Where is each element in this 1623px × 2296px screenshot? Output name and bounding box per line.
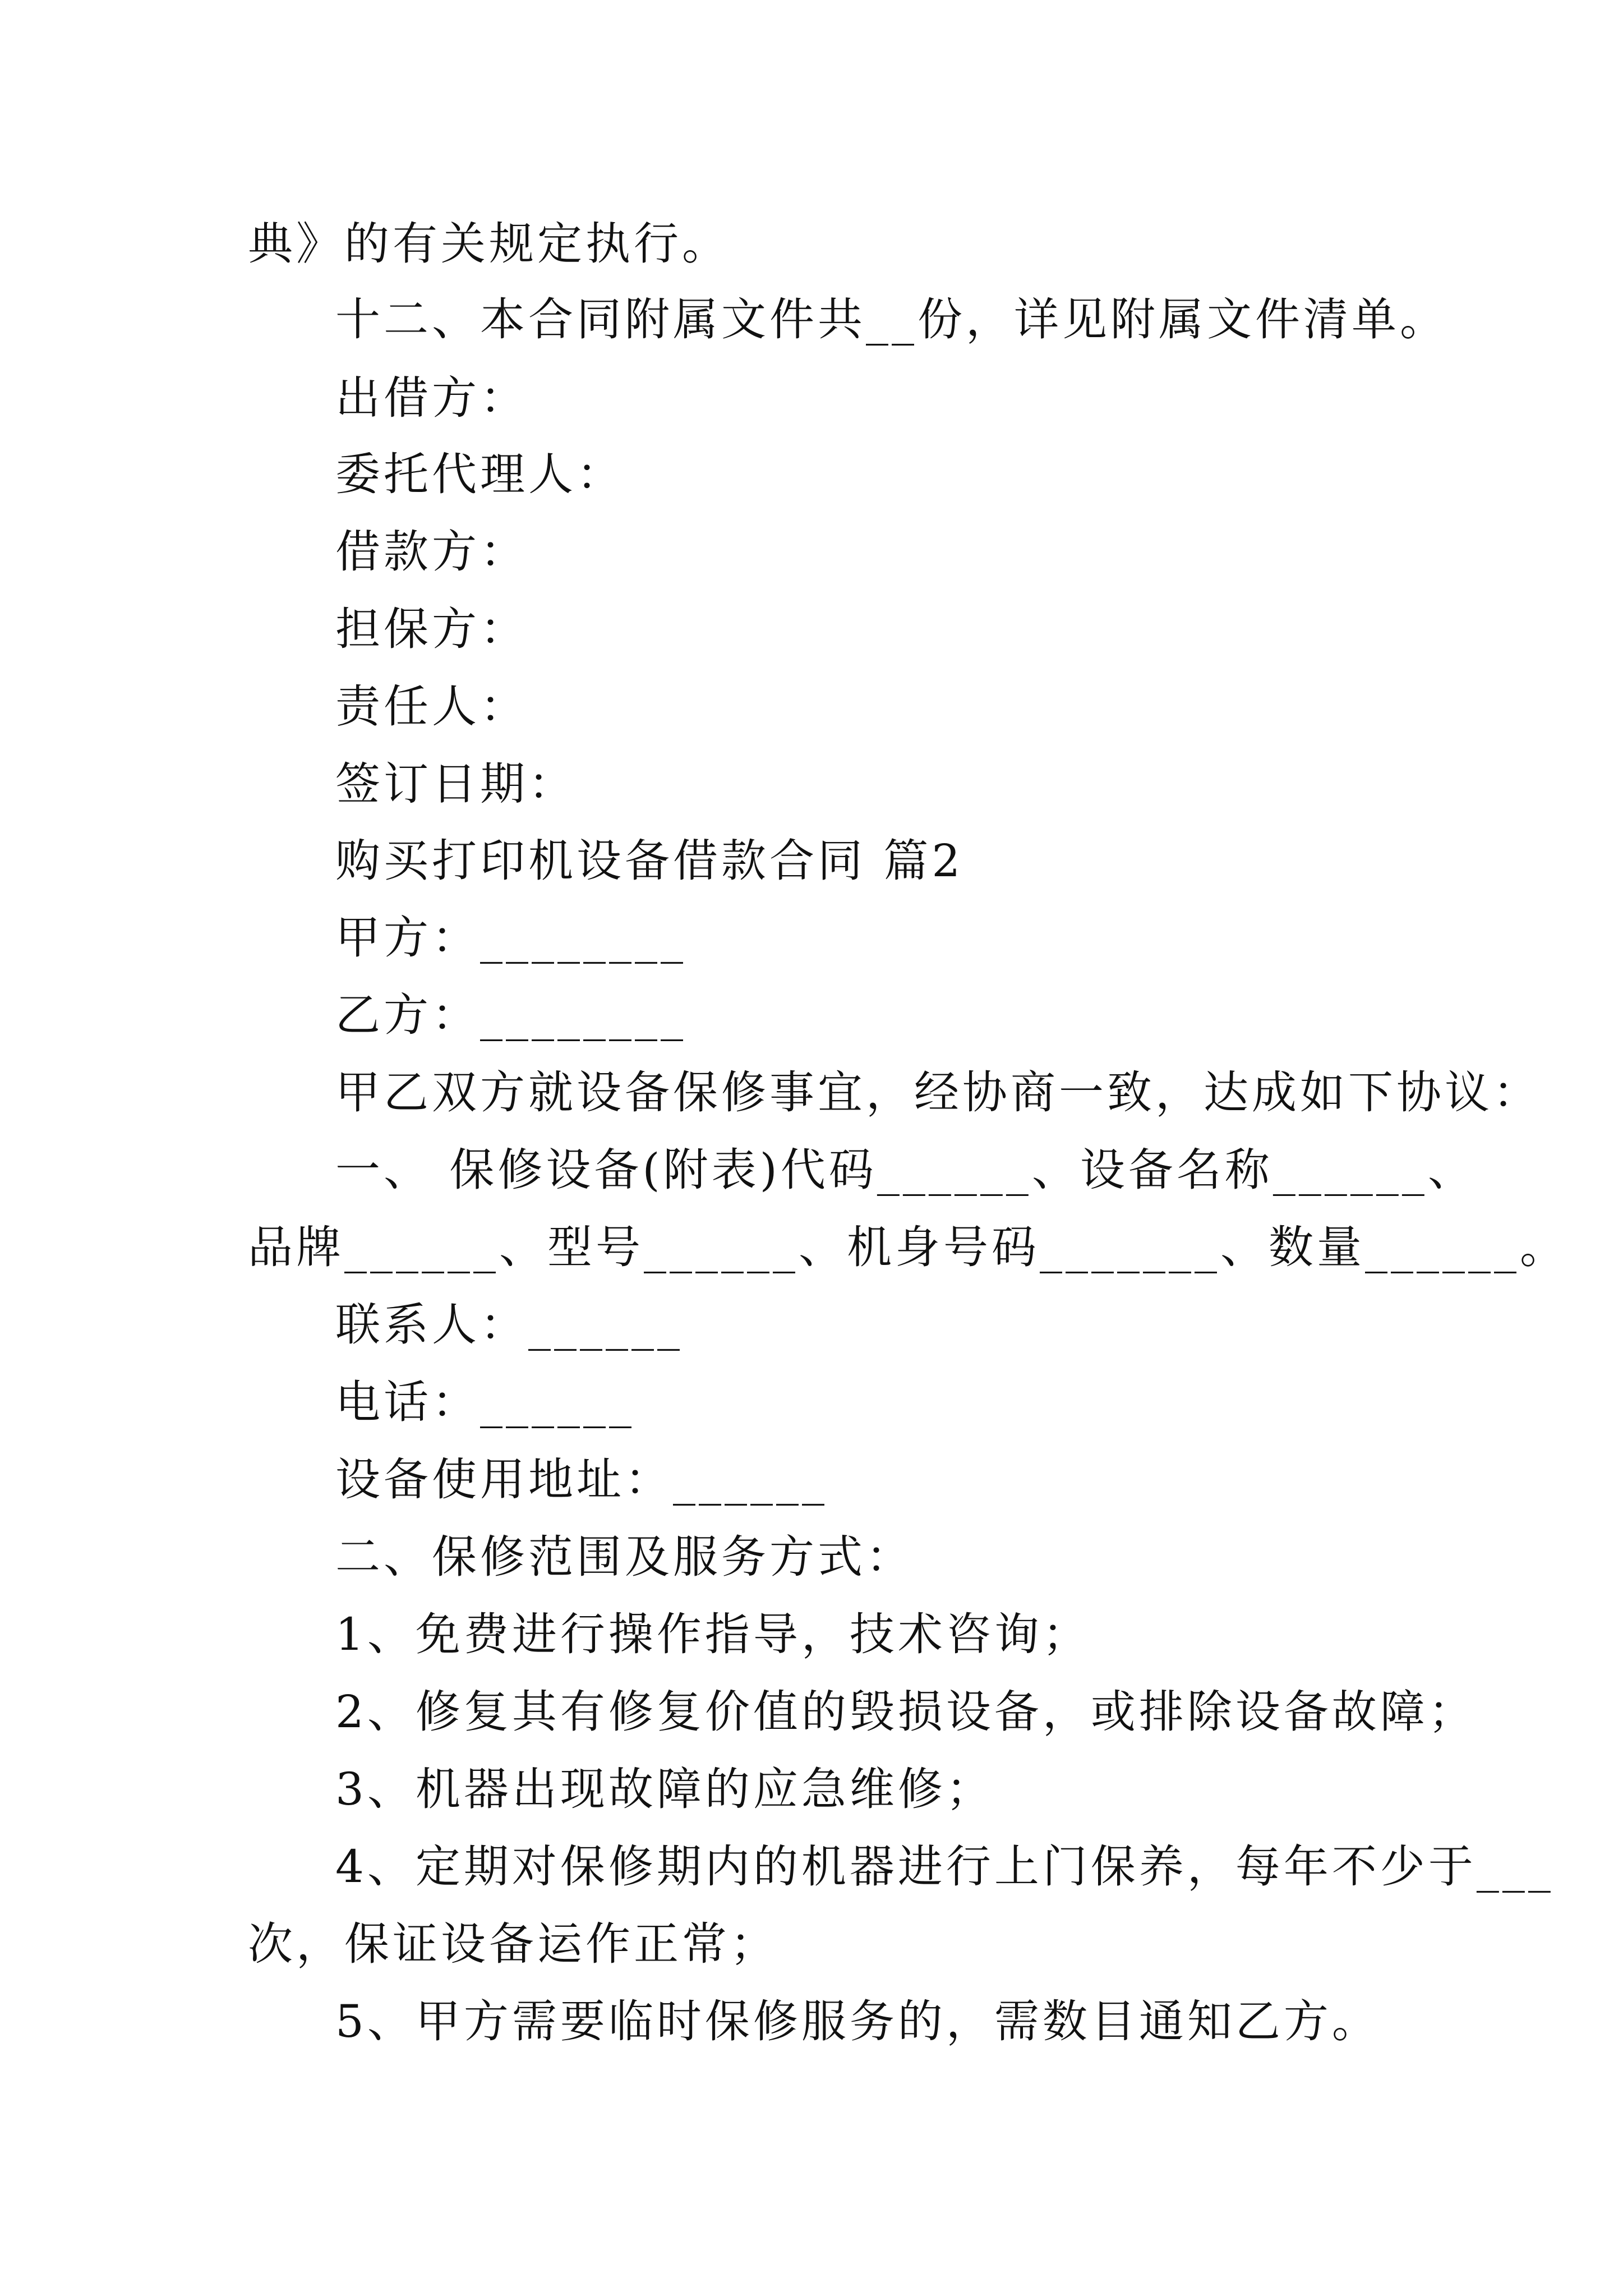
contact-person: 联系人：______	[335, 1299, 683, 1351]
party-b: 乙方：________	[335, 989, 686, 1041]
service-item-1: 1、免费进行操作指导，技术咨询；	[335, 1608, 1091, 1660]
service-item-4-continued: 次，保证设备运作正常；	[248, 1918, 778, 1970]
equipment-address: 设备使用地址：______	[335, 1453, 828, 1506]
clause-two: 二、保修范围及服务方式：	[335, 1531, 914, 1583]
text-line-continuation: 典》的有关规定执行。	[248, 218, 730, 270]
agreement-intro: 甲乙双方就设备保修事宜，经协商一致，达成如下协议：	[335, 1066, 1541, 1119]
clause-twelve: 十二、本合同附属文件共__份，详见附属文件清单。	[335, 293, 1448, 346]
party-a: 甲方：________	[335, 912, 686, 964]
clause-one: 一、 保修设备(附表)代码______、设备名称______、	[335, 1144, 1476, 1196]
service-item-4: 4、定期对保修期内的机器进行上门保养，每年不少于___	[335, 1841, 1554, 1893]
signature-guarantor: 担保方：	[335, 603, 528, 655]
service-item-2: 2、修复其有修复价值的毁损设备，或排除设备故障；	[335, 1686, 1477, 1738]
signature-borrower: 借款方：	[335, 526, 528, 578]
service-item-5: 5、甲方需要临时保修服务的，需数目通知乙方。	[335, 1995, 1380, 2047]
signing-date: 签订日期：	[335, 758, 577, 810]
signature-agent: 委托代理人：	[335, 448, 625, 500]
phone: 电话：______	[335, 1376, 635, 1428]
service-item-3: 3、机器出现故障的应急维修；	[335, 1763, 994, 1815]
section-title: 购买打印机设备借款合同 篇2	[335, 835, 964, 887]
signature-responsible: 责任人：	[335, 680, 528, 733]
clause-one-continued: 品牌______、型号______、机身号码_______、数量______。	[248, 1221, 1568, 1273]
signature-lender: 出借方：	[335, 372, 528, 424]
